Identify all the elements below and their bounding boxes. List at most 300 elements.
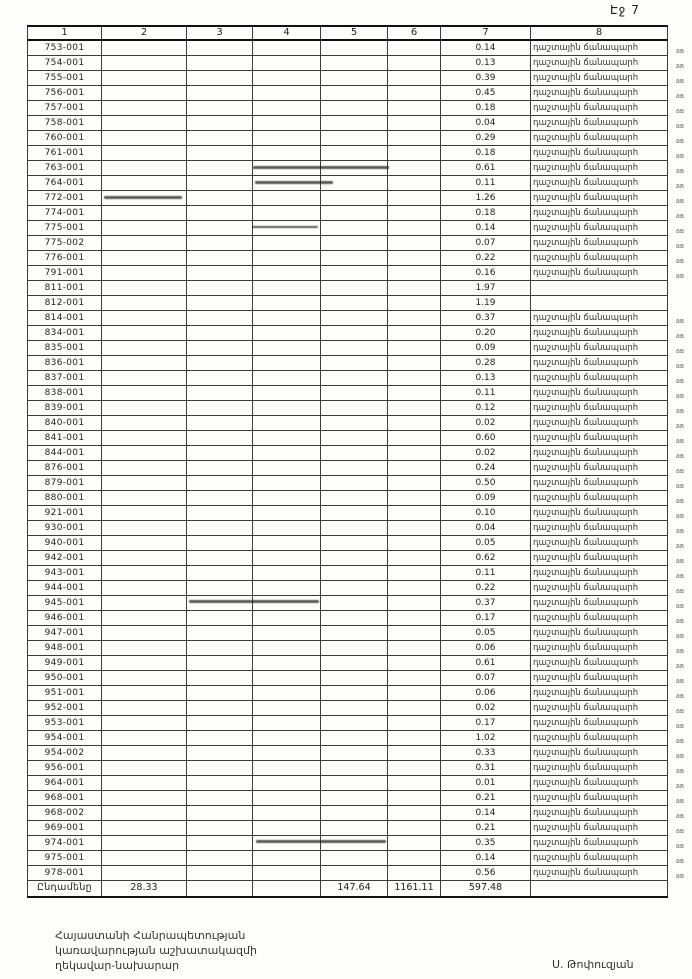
col4-cell [253, 71, 321, 86]
col3-cell [187, 101, 253, 116]
table-row [28, 176, 668, 191]
road-type-cell: դաշտային ճանապարհ ав [531, 161, 668, 176]
table-row [28, 461, 668, 476]
margin-mark: ав [675, 332, 684, 340]
col2-cell [102, 611, 187, 626]
road-type-cell: դաշտային ճանապարհ ав [531, 40, 668, 56]
col5-cell [321, 461, 388, 476]
col2-cell [102, 251, 187, 266]
value-cell: 0.09 [441, 341, 531, 356]
table-row [28, 581, 668, 596]
margin-mark: ав [675, 827, 684, 835]
col4-cell [253, 386, 321, 401]
col4-cell [253, 251, 321, 266]
col3-cell [187, 521, 253, 536]
col3-cell [187, 71, 253, 86]
road-type-cell: դաշտային ճանապարհ ав [531, 356, 668, 371]
col5-cell [321, 311, 388, 326]
table-row [28, 341, 668, 356]
code-cell: 964-001 [28, 776, 102, 791]
col3-cell [187, 176, 253, 191]
code-cell: 947-001 [28, 626, 102, 641]
road-type-cell: դաշտային ճանապարհ ав [531, 86, 668, 101]
road-type-cell: դաշտային ճանապարհ ав [531, 626, 668, 641]
col6-cell [388, 701, 441, 716]
col2-cell [102, 281, 187, 296]
col4-cell [253, 356, 321, 371]
margin-mark: ав [675, 467, 684, 475]
col6-cell [388, 836, 441, 851]
col5-cell [321, 341, 388, 356]
code-cell: 775-002 [28, 236, 102, 251]
code-cell: 943-001 [28, 566, 102, 581]
table-row [28, 791, 668, 806]
col4-cell [253, 311, 321, 326]
value-cell: 0.06 [441, 686, 531, 701]
col2-cell [102, 641, 187, 656]
road-type-cell: դաշտային ճանապարհ ав [531, 491, 668, 506]
margin-mark: ав [675, 92, 684, 100]
value-cell: 1.02 [441, 731, 531, 746]
col5-cell [321, 731, 388, 746]
col5-cell [321, 566, 388, 581]
col4-cell [253, 446, 321, 461]
total-label-cell: Ընդամենը [28, 881, 102, 897]
road-type-cell: դաշտային ճանապարհ ав [531, 206, 668, 221]
value-cell: 0.39 [441, 71, 531, 86]
col5-cell [321, 191, 388, 206]
table-row [28, 116, 668, 131]
road-type-cell: դաշտային ճանապարհ ав [531, 251, 668, 266]
col6-cell [388, 521, 441, 536]
col5-cell [321, 746, 388, 761]
col4-cell [253, 491, 321, 506]
col5-cell [321, 206, 388, 221]
scan-smudge [253, 166, 389, 169]
value-cell: 0.61 [441, 656, 531, 671]
col4-cell [253, 86, 321, 101]
table-row [28, 851, 668, 866]
table-row [28, 761, 668, 776]
col3-cell [187, 746, 253, 761]
value-cell: 0.50 [441, 476, 531, 491]
road-type-cell: դաշտային ճանապարհ ав [531, 596, 668, 611]
road-type-cell: դաշտային ճանապարհ ав [531, 56, 668, 71]
value-cell: 0.60 [441, 431, 531, 446]
margin-mark: ав [675, 107, 684, 115]
margin-mark: ав [675, 512, 684, 520]
road-type-cell: դաշտային ճանապարհ ав [531, 326, 668, 341]
value-cell: 0.04 [441, 116, 531, 131]
col6-cell [388, 851, 441, 866]
col3-cell [187, 506, 253, 521]
col3-cell [187, 596, 253, 611]
col3-cell [187, 686, 253, 701]
col4-cell [253, 551, 321, 566]
col6-cell [388, 596, 441, 611]
road-type-cell: դաշտային ճանապարհ ав [531, 791, 668, 806]
table-row [28, 521, 668, 536]
col6-cell [388, 461, 441, 476]
value-cell: 0.02 [441, 416, 531, 431]
col4-cell [253, 536, 321, 551]
col2-cell [102, 716, 187, 731]
road-type-cell: դաշտային ճանապարհ ав [531, 776, 668, 791]
margin-mark: ав [675, 662, 684, 670]
col4-cell [253, 686, 321, 701]
col6-cell [388, 266, 441, 281]
col3-cell [187, 446, 253, 461]
code-cell: 968-001 [28, 791, 102, 806]
col3-cell [187, 56, 253, 71]
col5-cell [321, 836, 388, 851]
value-cell: 0.14 [441, 851, 531, 866]
col5-cell [321, 356, 388, 371]
col6-cell [388, 101, 441, 116]
col4-cell [253, 866, 321, 881]
col6-cell [388, 431, 441, 446]
table-row [28, 266, 668, 281]
col6-cell [388, 446, 441, 461]
code-cell: 772-001 [28, 191, 102, 206]
col5-cell [321, 146, 388, 161]
col6-cell [388, 536, 441, 551]
code-cell: 951-001 [28, 686, 102, 701]
code-cell: 756-001 [28, 86, 102, 101]
value-cell: 0.10 [441, 506, 531, 521]
code-cell: 774-001 [28, 206, 102, 221]
code-cell: 754-001 [28, 56, 102, 71]
col5-cell [321, 686, 388, 701]
col2-cell [102, 311, 187, 326]
col2-cell [102, 626, 187, 641]
col5-cell [321, 626, 388, 641]
col3-cell [187, 311, 253, 326]
road-type-cell [531, 296, 668, 311]
margin-mark: ав [675, 407, 684, 415]
code-cell: 921-001 [28, 506, 102, 521]
margin-mark: ав [675, 422, 684, 430]
road-type-cell: դաշտային ճանապարհ ав [531, 236, 668, 251]
col5-cell [321, 446, 388, 461]
code-cell: 755-001 [28, 71, 102, 86]
col3-cell [187, 461, 253, 476]
table-row [28, 536, 668, 551]
col5-cell [321, 431, 388, 446]
col3-cell [187, 116, 253, 131]
col4-cell [253, 56, 321, 71]
value-cell: 0.21 [441, 791, 531, 806]
column-header: 7 [441, 26, 531, 40]
col4-cell [253, 806, 321, 821]
col2-cell [102, 446, 187, 461]
margin-mark: ав [675, 242, 684, 250]
col6-cell [388, 476, 441, 491]
code-cell: 975-001 [28, 851, 102, 866]
value-cell: 0.17 [441, 716, 531, 731]
margin-mark: ав [675, 587, 684, 595]
value-cell: 0.20 [441, 326, 531, 341]
col3-cell [187, 641, 253, 656]
code-cell: 814-001 [28, 311, 102, 326]
col2-cell [102, 746, 187, 761]
col4-cell [253, 641, 321, 656]
col2-cell [102, 326, 187, 341]
code-cell: 839-001 [28, 401, 102, 416]
code-cell: 764-001 [28, 176, 102, 191]
col5-cell [321, 641, 388, 656]
code-cell: 940-001 [28, 536, 102, 551]
value-cell: 0.07 [441, 236, 531, 251]
col3-cell [187, 191, 253, 206]
code-cell: 944-001 [28, 581, 102, 596]
margin-mark: ав [675, 437, 684, 445]
road-type-cell: դաշտային ճանապարհ ав [531, 731, 668, 746]
col6-cell [388, 506, 441, 521]
col2-cell [102, 431, 187, 446]
page-number: Էջ 7 [610, 3, 640, 17]
col6-cell [388, 401, 441, 416]
margin-mark: ав [675, 737, 684, 745]
value-cell: 0.02 [441, 701, 531, 716]
col4-cell [253, 716, 321, 731]
value-cell: 1.26 [441, 191, 531, 206]
column-header: 5 [321, 26, 388, 40]
margin-mark: ав [675, 707, 684, 715]
value-cell: 0.16 [441, 266, 531, 281]
col3-cell [187, 40, 253, 56]
margin-mark: ав [675, 722, 684, 730]
col4-cell [253, 476, 321, 491]
road-type-cell: դաշտային ճանապարհ ав [531, 656, 668, 671]
col6-cell [388, 176, 441, 191]
value-cell: 0.11 [441, 386, 531, 401]
table-row [28, 326, 668, 341]
col5-cell [321, 281, 388, 296]
road-type-cell: դաշտային ճանապարհ ав [531, 581, 668, 596]
margin-mark: ав [675, 767, 684, 775]
table-row [28, 56, 668, 71]
margin-mark: ав [675, 152, 684, 160]
col4-cell [253, 566, 321, 581]
col5-cell [321, 71, 388, 86]
col6-cell [388, 56, 441, 71]
col2-cell [102, 686, 187, 701]
margin-mark: ав [675, 557, 684, 565]
col2-cell [102, 176, 187, 191]
col6-cell [388, 251, 441, 266]
value-cell: 0.13 [441, 56, 531, 71]
road-type-cell: դաշտային ճանապարհ ав [531, 221, 668, 236]
road-type-cell: դաշտային ճանապարհ ав [531, 851, 668, 866]
value-cell: 0.17 [441, 611, 531, 626]
col5-cell [321, 251, 388, 266]
col6-cell [388, 221, 441, 236]
table-row [28, 146, 668, 161]
value-cell: 0.07 [441, 671, 531, 686]
col5-cell [321, 401, 388, 416]
table-row [28, 836, 668, 851]
col2-cell [102, 71, 187, 86]
value-cell: 0.29 [441, 131, 531, 146]
margin-mark: ав [675, 272, 684, 280]
col5-cell [321, 611, 388, 626]
code-cell: 948-001 [28, 641, 102, 656]
margin-mark: ав [675, 362, 684, 370]
col2-cell [102, 761, 187, 776]
col3-cell [187, 566, 253, 581]
col2-cell [102, 866, 187, 881]
col4-cell [253, 461, 321, 476]
road-type-cell: դաշտային ճանապարհ ав [531, 416, 668, 431]
margin-mark: ав [675, 452, 684, 460]
road-type-cell: դաշտային ճանապարհ ав [531, 116, 668, 131]
margin-mark: ав [675, 167, 684, 175]
code-cell: 969-001 [28, 821, 102, 836]
code-cell: 954-002 [28, 746, 102, 761]
col2-cell [102, 341, 187, 356]
table-row [28, 626, 668, 641]
col4-cell [253, 116, 321, 131]
table-row [28, 776, 668, 791]
table-row [28, 731, 668, 746]
col6-cell [388, 806, 441, 821]
margin-mark: ав [675, 677, 684, 685]
col2-cell [102, 356, 187, 371]
road-type-cell: դաշտային ճանապարհ ав [531, 551, 668, 566]
col2-cell [102, 40, 187, 56]
road-type-cell: դաշտային ճանապարհ ав [531, 611, 668, 626]
scan-smudge [189, 600, 319, 603]
col5-cell [321, 761, 388, 776]
col5-cell [321, 791, 388, 806]
col4-cell [253, 296, 321, 311]
margin-mark: ав [675, 212, 684, 220]
road-type-cell: դաշտային ճանապարհ ав [531, 716, 668, 731]
col5-cell [321, 491, 388, 506]
col4-cell [253, 416, 321, 431]
col4-cell [253, 671, 321, 686]
col5-cell [321, 86, 388, 101]
table-row [28, 611, 668, 626]
road-type-cell: դաշտային ճանապարհ ав [531, 671, 668, 686]
margin-mark: ав [675, 527, 684, 535]
value-cell: 0.62 [441, 551, 531, 566]
scan-smudge [252, 226, 318, 228]
col4-cell [253, 776, 321, 791]
col4-cell [253, 40, 321, 56]
road-type-cell: դաշտային ճանապարհ ав [531, 686, 668, 701]
col6-cell [388, 611, 441, 626]
col6-cell [388, 146, 441, 161]
column-header: 3 [187, 26, 253, 40]
margin-mark: ав [675, 62, 684, 70]
col3-cell [187, 701, 253, 716]
value-cell: 0.09 [441, 491, 531, 506]
col4-cell [253, 521, 321, 536]
total-col4-cell [253, 881, 321, 897]
value-cell: 0.12 [441, 401, 531, 416]
code-cell: 758-001 [28, 116, 102, 131]
margin-mark: ав [675, 122, 684, 130]
signature-line-1: Հայաստանի Հանրապետության [55, 929, 246, 942]
col2-cell [102, 161, 187, 176]
col2-cell [102, 266, 187, 281]
col3-cell [187, 146, 253, 161]
col4-cell [253, 506, 321, 521]
col6-cell [388, 296, 441, 311]
col2-cell [102, 116, 187, 131]
code-cell: 757-001 [28, 101, 102, 116]
col6-cell [388, 206, 441, 221]
col6-cell [388, 791, 441, 806]
road-type-cell: դաշտային ճանապարհ ав [531, 746, 668, 761]
code-cell: 978-001 [28, 866, 102, 881]
margin-mark: ав [675, 542, 684, 550]
value-cell: 0.31 [441, 761, 531, 776]
col3-cell [187, 851, 253, 866]
col2-cell [102, 806, 187, 821]
col2-cell [102, 851, 187, 866]
table-row [28, 821, 668, 836]
col3-cell [187, 776, 253, 791]
table-row [28, 416, 668, 431]
col3-cell [187, 791, 253, 806]
signatory-name: Ս. Թոփուզյան [552, 958, 634, 971]
column-header: 4 [253, 26, 321, 40]
code-cell: 844-001 [28, 446, 102, 461]
col5-cell [321, 701, 388, 716]
col6-cell [388, 371, 441, 386]
col2-cell [102, 521, 187, 536]
col5-cell [321, 851, 388, 866]
column-header: 2 [102, 26, 187, 40]
table-row [28, 506, 668, 521]
table-row [28, 686, 668, 701]
col5-cell [321, 326, 388, 341]
table-row [28, 251, 668, 266]
col3-cell [187, 491, 253, 506]
col2-cell [102, 296, 187, 311]
road-type-cell: դաշտային ճանապարհ ав [531, 131, 668, 146]
road-type-cell: դաշտային ճանապարհ ав [531, 821, 668, 836]
code-cell: 763-001 [28, 161, 102, 176]
col5-cell [321, 596, 388, 611]
col5-cell [321, 656, 388, 671]
col4-cell [253, 701, 321, 716]
col5-cell [321, 506, 388, 521]
value-cell: 0.02 [441, 446, 531, 461]
margin-mark: ав [675, 647, 684, 655]
col2-cell [102, 821, 187, 836]
col4-cell [253, 656, 321, 671]
col5-cell [321, 581, 388, 596]
col4-cell [253, 131, 321, 146]
table-row [28, 656, 668, 671]
col2-cell [102, 401, 187, 416]
code-cell: 968-002 [28, 806, 102, 821]
col4-cell [253, 836, 321, 851]
value-cell: 0.45 [441, 86, 531, 101]
col6-cell [388, 326, 441, 341]
road-type-cell: դաշտային ճանապարհ ав [531, 506, 668, 521]
col5-cell [321, 671, 388, 686]
col2-cell [102, 506, 187, 521]
table-row [28, 431, 668, 446]
col6-cell [388, 581, 441, 596]
code-cell: 945-001 [28, 596, 102, 611]
value-cell: 0.18 [441, 101, 531, 116]
